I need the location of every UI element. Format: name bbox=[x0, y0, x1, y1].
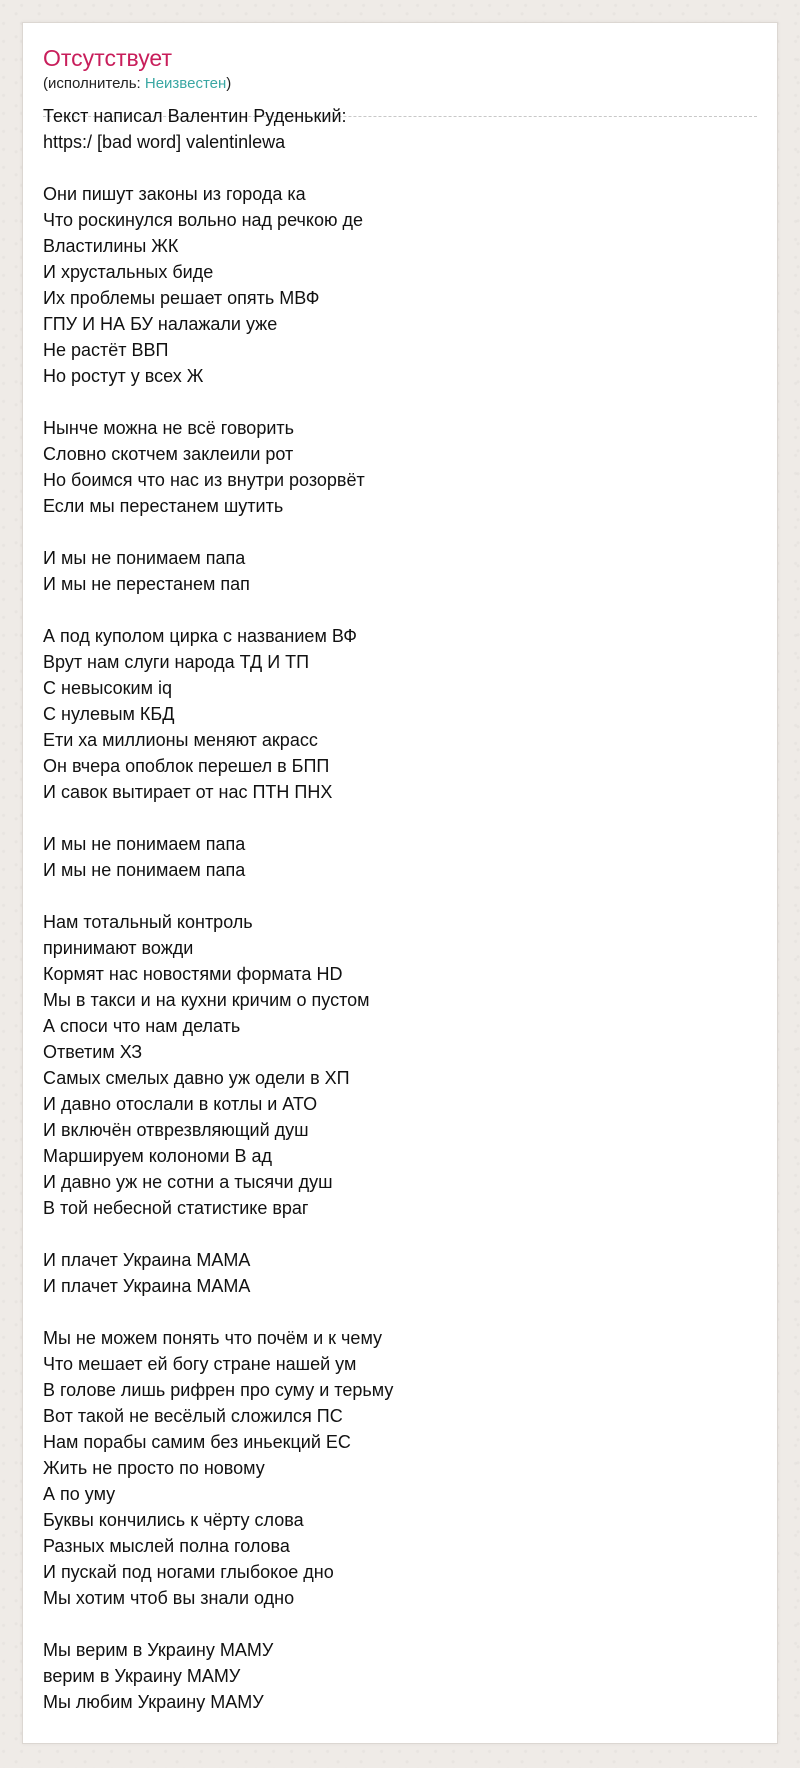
lyric-line: Их проблемы решает опять МВФ bbox=[43, 288, 320, 308]
lyric-line: Если мы перестанем шутить bbox=[43, 496, 284, 516]
lyric-line: принимают вожди bbox=[43, 938, 194, 958]
lyric-line: И мы не перестанем пап bbox=[43, 574, 250, 594]
lyric-line: Не растёт ВВП bbox=[43, 340, 169, 360]
lyric-line: Текст написал Валентин Руденький: bbox=[43, 106, 347, 126]
lyric-line: Ответим ХЗ bbox=[43, 1042, 143, 1062]
lyric-line: Буквы кончились к чёрту слова bbox=[43, 1510, 304, 1530]
artist-line bbox=[43, 74, 231, 94]
lyric-line: И мы не понимаем папа bbox=[43, 834, 246, 854]
lyric-line: https:/ [bad word] valentinlewa bbox=[43, 132, 286, 152]
lyric-line: В голове лишь рифрен про суму и терьму bbox=[43, 1380, 394, 1400]
lyric-line: И плачет Украина МАМА bbox=[43, 1250, 251, 1270]
artist-prefix: (исполнитель: bbox=[43, 75, 145, 92]
lyric-line: Мы не можем понять что почём и к чему bbox=[43, 1328, 383, 1348]
lyric-line: В той небесной статистике враг bbox=[43, 1198, 309, 1218]
lyric-line: А под куполом цирка с названием ВФ bbox=[43, 626, 357, 646]
artist-link[interactable]: Неизвестен bbox=[144, 75, 227, 92]
lyric-blank-line bbox=[43, 1221, 743, 1247]
lyric-blank-line bbox=[43, 597, 743, 623]
lyric-blank-line bbox=[43, 1611, 743, 1637]
lyric-line: Что мешает ей богу стране нашей ум bbox=[43, 1354, 357, 1374]
lyric-line: ГПУ И НА БУ налажали уже bbox=[43, 314, 278, 334]
lyric-line: Нам порабы самим без иньекций ЕС bbox=[43, 1432, 351, 1452]
song-title: Отсутствует bbox=[43, 45, 172, 71]
lyric-line: Мы в такси и на кухни кричим о пустом bbox=[43, 990, 370, 1010]
lyric-line: И пускай под ногами глыбокое дно bbox=[43, 1562, 334, 1582]
artist-suffix: ) bbox=[226, 75, 232, 92]
lyric-line: Маршируем колономи В ад bbox=[43, 1146, 273, 1166]
lyric-line: И савок вытирает от нас ПТН ПНХ bbox=[43, 782, 333, 802]
lyric-line: С нулевым КБД bbox=[43, 704, 175, 724]
lyric-line: Мы хотим чтоб вы знали одно bbox=[43, 1588, 295, 1608]
lyric-line: Мы верим в Украину МАМУ bbox=[43, 1640, 274, 1660]
lyric-line: Ети ха миллионы меняют акрасс bbox=[43, 730, 318, 750]
lyric-line: И включён отврезвляющий душ bbox=[43, 1120, 309, 1140]
lyric-line: Властилины ЖК bbox=[43, 236, 179, 256]
lyric-line: Но ростут у всех Ж bbox=[43, 366, 204, 386]
lyric-line: Врут нам слуги народа ТД И ТП bbox=[43, 652, 310, 672]
lyric-line: Самых смелых давно уж одели в ХП bbox=[43, 1068, 350, 1088]
lyric-line: И давно уж не сотни а тысячи душ bbox=[43, 1172, 333, 1192]
lyric-blank-line bbox=[43, 519, 743, 545]
lyric-line: И хрустальных биде bbox=[43, 262, 214, 282]
lyric-line: И мы не понимаем папа bbox=[43, 548, 246, 568]
lyric-line: Жить не просто по новому bbox=[43, 1458, 265, 1478]
lyric-line: Словно скотчем заклеили рот bbox=[43, 444, 294, 464]
lyric-line: А споси что нам делать bbox=[43, 1016, 241, 1036]
lyric-line: И плачет Украина МАМА bbox=[43, 1276, 251, 1296]
lyrics-card bbox=[22, 22, 778, 1744]
lyric-blank-line bbox=[43, 883, 743, 909]
lyrics-body bbox=[43, 103, 743, 1715]
lyric-line: С невысоким iq bbox=[43, 678, 172, 698]
lyric-blank-line bbox=[43, 805, 743, 831]
lyric-line: Разных мыслей полна голова bbox=[43, 1536, 290, 1556]
lyric-blank-line bbox=[43, 1299, 743, 1325]
lyric-line: А по уму bbox=[43, 1484, 116, 1504]
lyric-blank-line bbox=[43, 155, 743, 181]
lyric-line: Он вчера опоблок перешел в БПП bbox=[43, 756, 330, 776]
lyric-line: Нам тотальный контроль bbox=[43, 912, 253, 932]
lyric-line: верим в Украину МАМУ bbox=[43, 1666, 241, 1686]
lyric-line: Кормят нас новостями формата HD bbox=[43, 964, 343, 984]
lyric-line: Они пишут законы из города ка bbox=[43, 184, 306, 204]
lyric-line: И мы не понимаем папа bbox=[43, 860, 246, 880]
lyric-blank-line bbox=[43, 389, 743, 415]
lyric-line: И давно отослали в котлы и АТО bbox=[43, 1094, 318, 1114]
lyric-line: Вот такой не весёлый сложился ПС bbox=[43, 1406, 343, 1426]
lyric-line: Что роскинулся вольно над речкою де bbox=[43, 210, 363, 230]
lyric-line: Мы любим Украину МАМУ bbox=[43, 1692, 264, 1712]
lyric-line: Но боимся что нас из внутри розорвёт bbox=[43, 470, 365, 490]
lyric-line: Нынче можна не всё говорить bbox=[43, 418, 295, 438]
